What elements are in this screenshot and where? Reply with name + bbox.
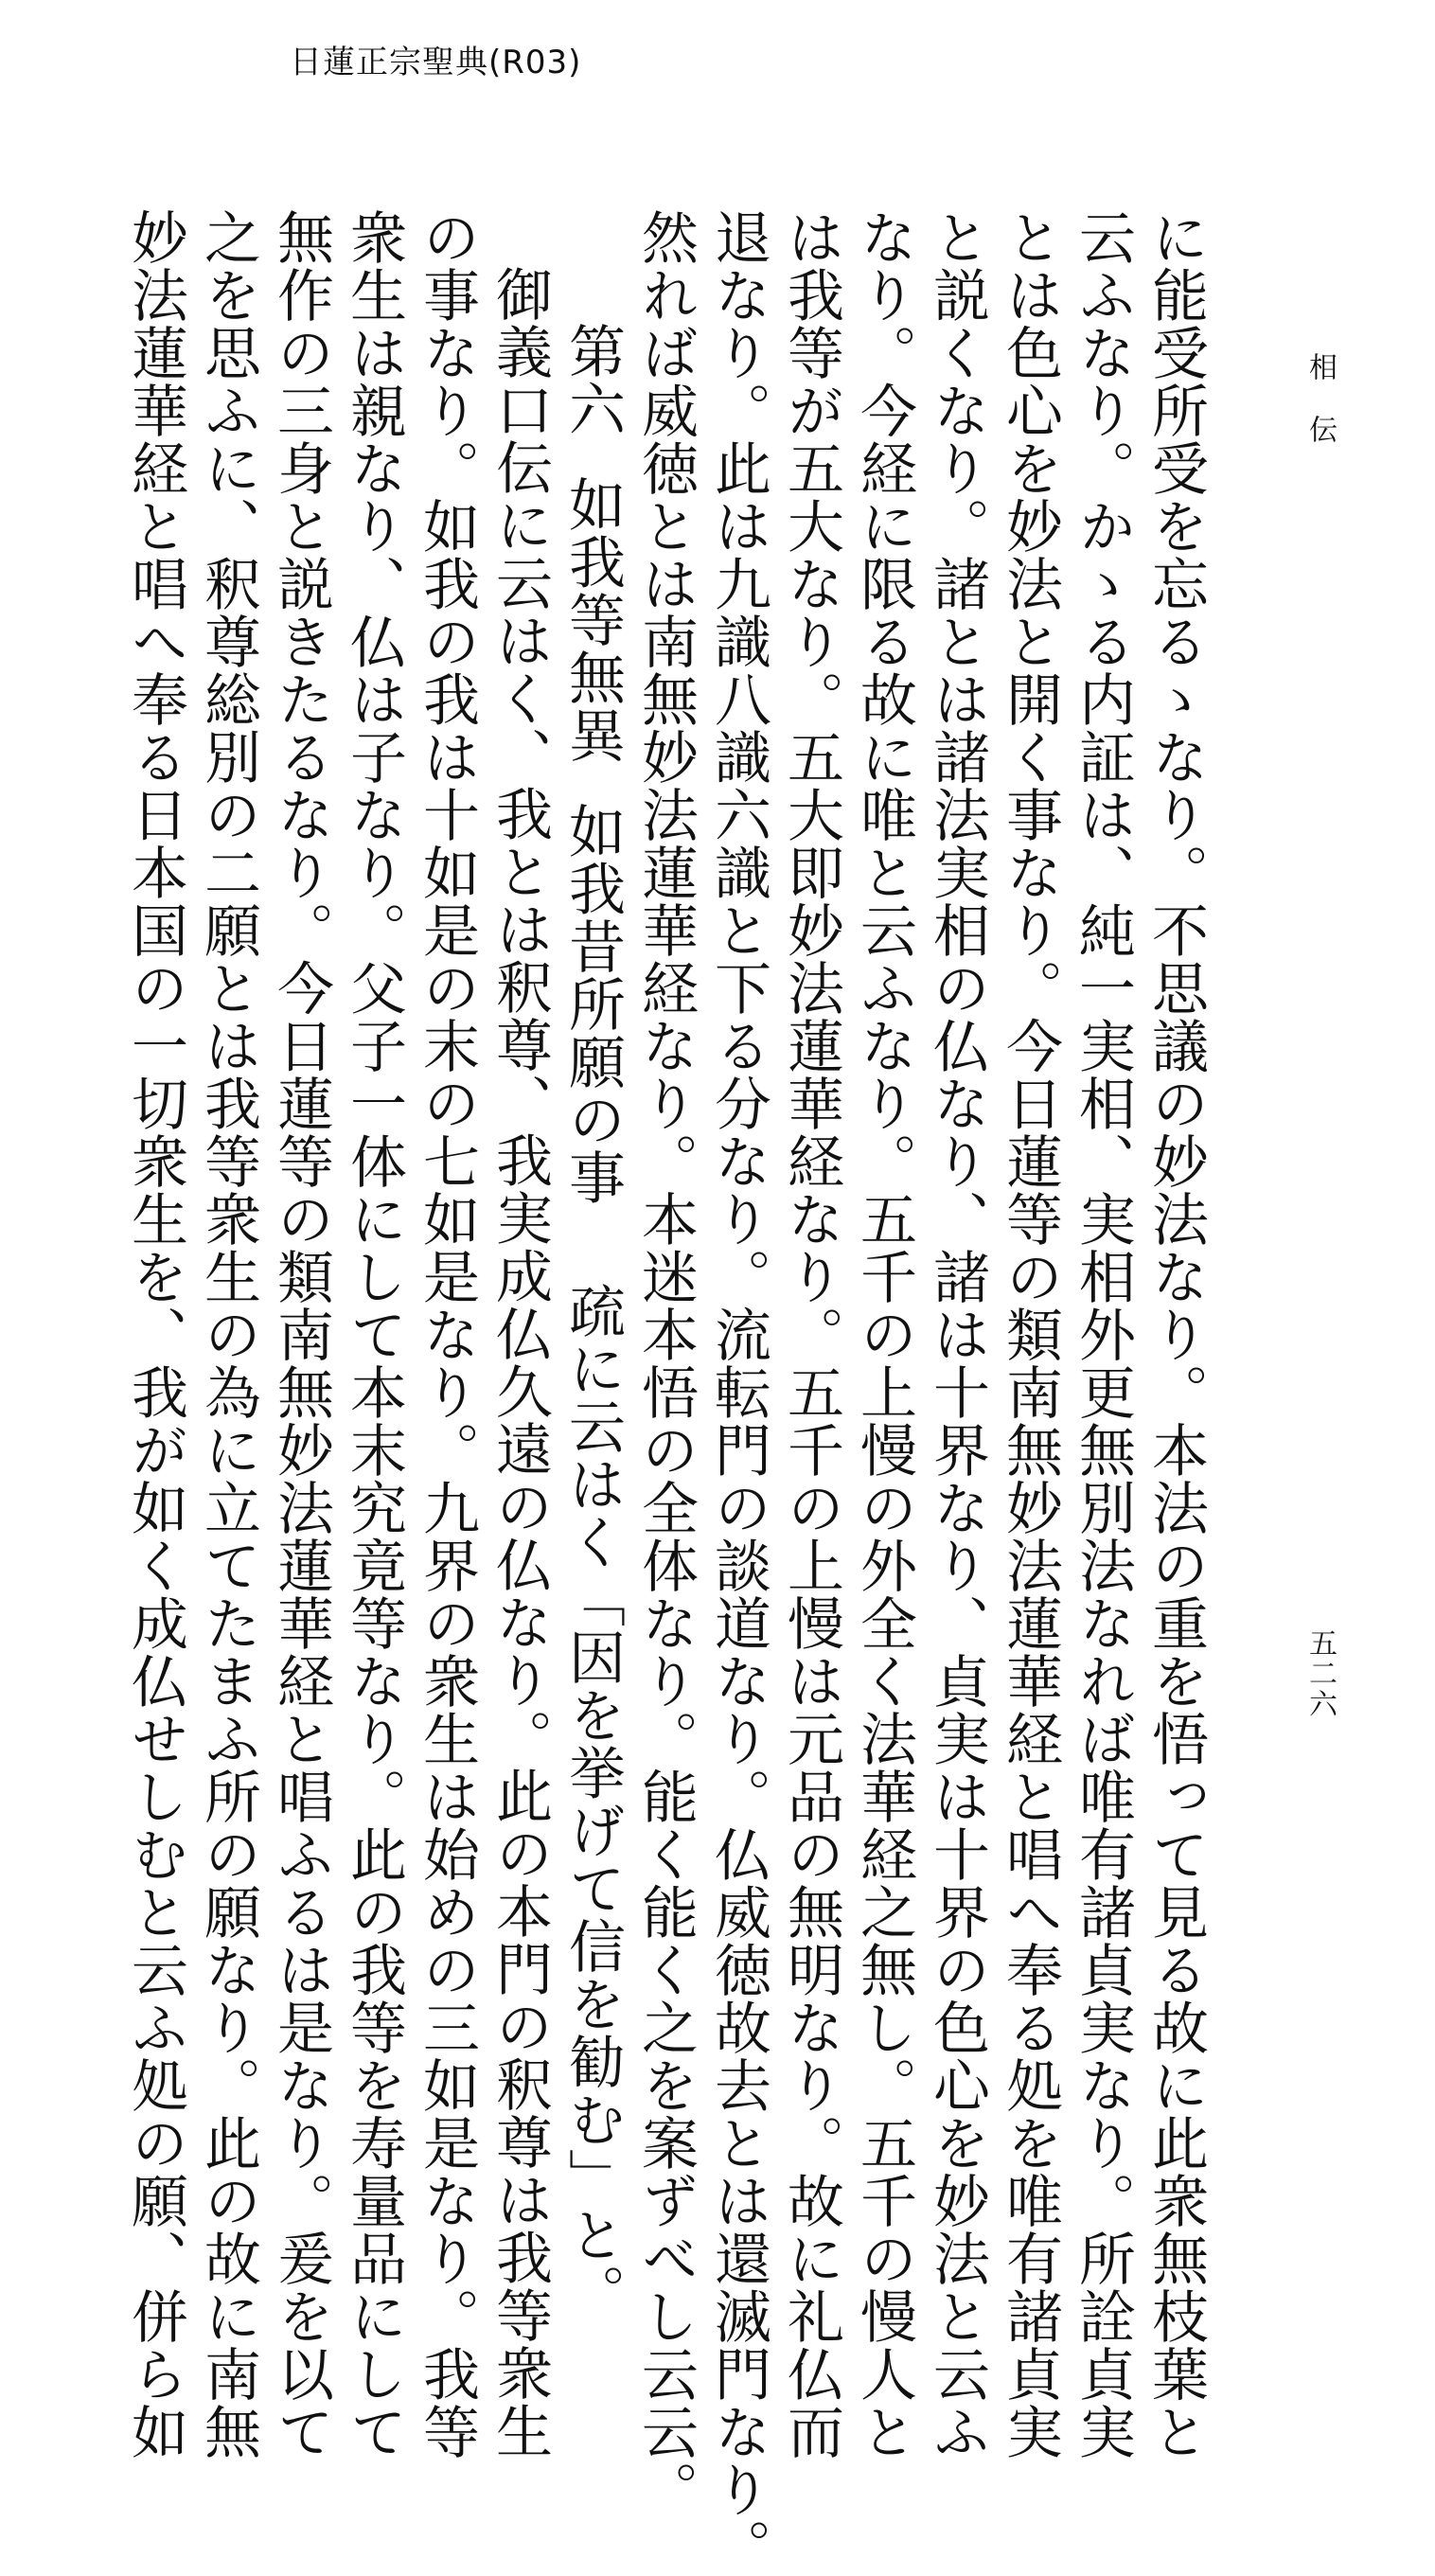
section-label: 第六	[559, 322, 626, 437]
text-line: の事なり。如我の我は十如是の末の七如是なり。九界の衆生は始めの三如是なり。我等	[414, 208, 480, 2461]
header-title: 日蓮正宗聖典(R03)	[290, 44, 582, 81]
text-line: は我等が五大なり。五大即妙法蓮華経なり。五千の上慢は元品の無明なり。故に礼仏而	[778, 208, 844, 2461]
text-line: 妙法蓮華経と唱へ奉る日本国の一切衆生を、我が如く成仏せしむと云ふ処の願、併ら如	[122, 208, 188, 2461]
text-line: 衆生は親なり、仏は子なり。父子一体にして本末究竟等なり。此の我等を寿量品にして	[341, 208, 407, 2461]
text-line: なり。今経に限る故に唯と云ふなり。五千の上慢の外全く法華経之無し。五千の慢人と	[851, 208, 917, 2461]
text-line: 御義口伝に云はく、我とは釈尊、我実成仏久遠の仏なり。此の本門の釈尊は我等衆生	[487, 265, 553, 2460]
body-text	[122, 208, 1212, 2576]
text-line: 退なり。此は九識八識六識と下る分なり。流転門の談道なり。仏威徳故去とは還滅門なり。	[705, 208, 771, 2576]
section-title: 如我等無異	[559, 475, 626, 764]
section-heading	[556, 208, 629, 2321]
text-line: に能受所受を忘るゝなり。不思議の妙法なり。本法の重を悟って見る故に此衆無枝葉と	[1143, 208, 1209, 2461]
text-line: 然れば威徳とは南無妙法蓮華経なり。本迷本悟の全体なり。能く能く之を案ずべし云云。	[632, 208, 699, 2518]
page-number: 五二六	[1303, 1628, 1337, 1719]
running-head: 相伝	[1303, 352, 1337, 477]
section-quote: 疏に云はく「因を挙げて信を勧む」と。	[559, 1282, 626, 2321]
section-subtitle: 如我昔所願の事	[559, 802, 626, 1206]
text-line: 云ふなり。かゝる内証は、純一実相、実相外更無別法なれば唯有諸貞実なり。所詮貞実	[1070, 208, 1136, 2461]
text-line: と説くなり。諸とは諸法実相の仏なり、諸は十界なり、貞実は十界の色心を妙法と云ふ	[924, 208, 990, 2461]
text-line: とは色心を妙法と開く事なり。今日蓮等の類南無妙法蓮華経と唱へ奉る処を唯有諸貞実	[997, 208, 1063, 2461]
text-line: 無作の三身と説きたるなり。今日蓮等の類南無妙法蓮華経と唱ふるは是なり。爰を以て	[268, 208, 334, 2461]
text-line: 之を思ふに、釈尊総別の二願とは我等衆生の為に立てたまふ所の願なり。此の故に南無	[195, 208, 261, 2461]
